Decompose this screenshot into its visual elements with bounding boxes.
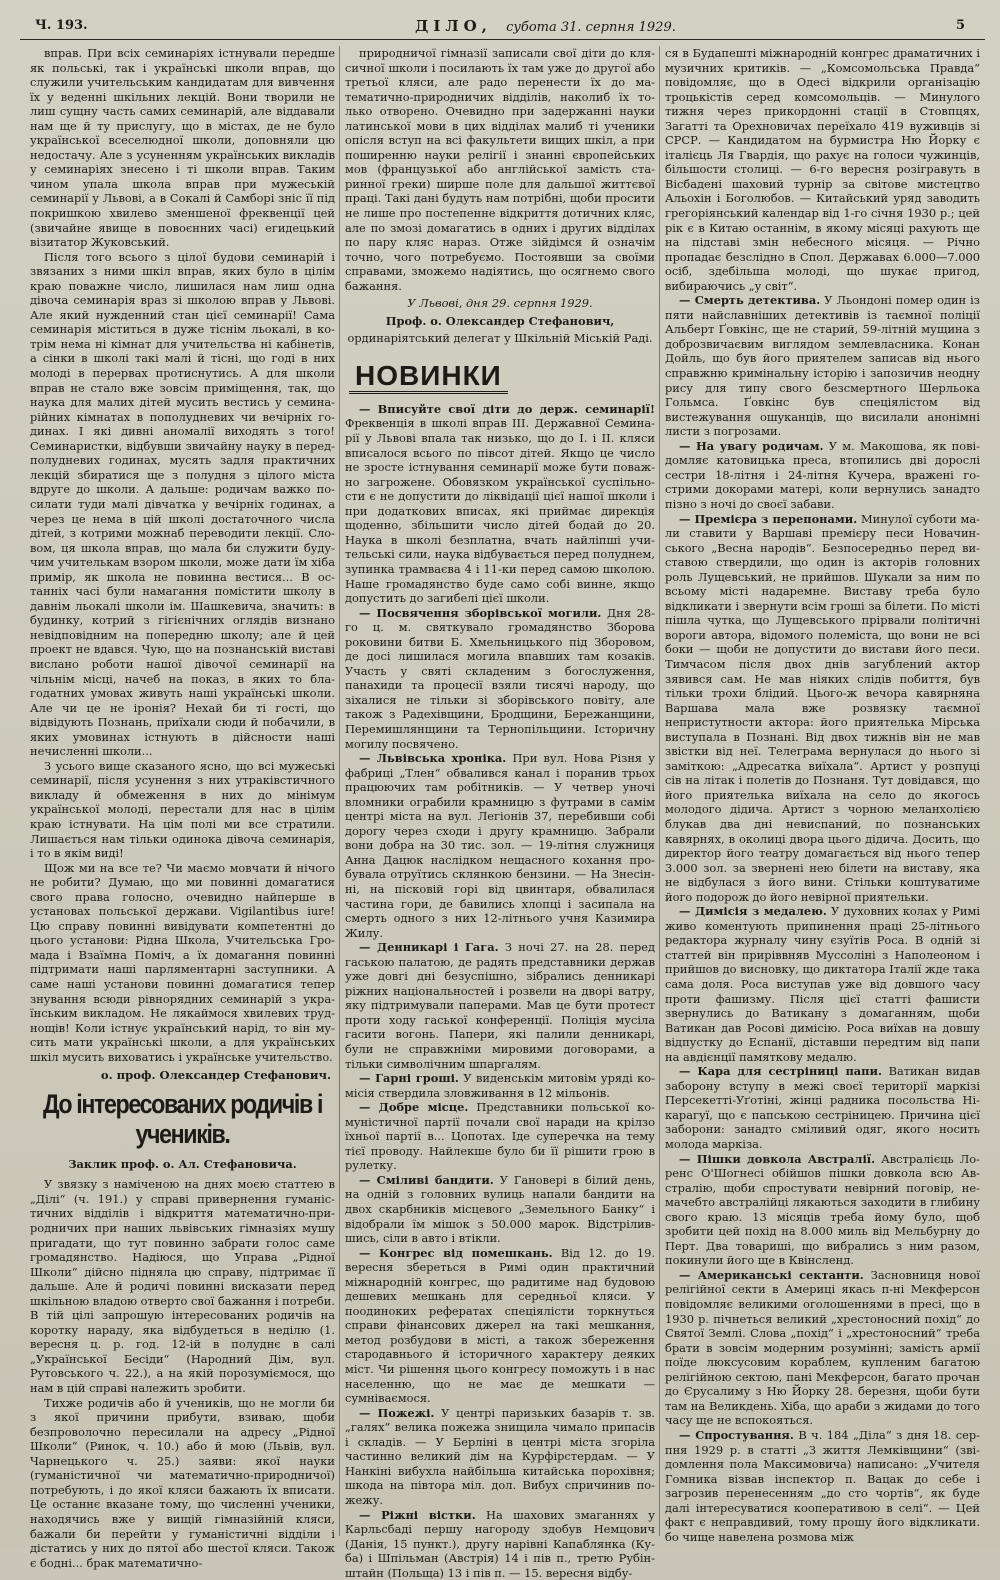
news-body: У духовних колах у Римі живо коментують припинення праці 25-літнього редактора журналу чину єзуїтів Роса. В одній зі статтей він приріввняв Муссоліні з Наполеоном і прийшов до висновку, що диктатора Італії жде така сама доля. Роса виступав уже від довшого часу проти фашизму. Після цієї статті фашисти звернулись до Ватикану з домаганням, щоби Ватикан дав Росові димісію. Роса виїхав на довшу відпустку до Еспанії, діставши передтим від папи на авдієнції памяткову медалю. [665,904,980,1063]
issue-date: субота 31. серпня 1929. [506,20,676,35]
news-headline: — Добре місце. [359,1100,468,1114]
column-divider [339,46,340,1536]
page-number: 5 [956,18,965,33]
news-item [345,606,655,751]
paragraph: Після того всього з цілої будови семинарій і звязаних з ними шкіл вправ, яких було в цілім краю поважне число, лишилася нам лиш одна дівоча семинарія враз зі школою вправ у Львові. Але який нужденний стан цієї семинарії! Сама семинарія міститься в дуже тіснім льокалі, в котрім нема ні кімнат для учительства ні кабінетів, а сінки в школі такі малі й тісні, що годі в них молоді в перервах протиснутись. А для школи вправ не стало вже зовсім приміщення, так, що наука для малих дітей мусить вестись у семинарійних кімнатах в пополудневих чи вечірніх годинах. І які дивні аномалії виходять з того! Семинаристки, відбувши звичайну науку в передполудневих годинах, мусять задля практичних лекцій збиратися ще з полудня з цілого міста вдруге до школи. А дальше: родичам важко посилати туди малі дівчатка у вечірніх годинах, а через це нема в цій школі достаточного числа дітей, з котрими можнаб переводити лекції. Словом, ця школа вправ, що мала би служити будучим учителькам взором школи, може дати їм хіба примір, як школа не повинна вестися... В останніх часі були намагання помістити школу в давнім льокалі школи ім. Шашкевича, значить: в будинку, котрий з гігієнічних оглядів визнано невідповідним на попередню школу; але й цей проект не вдався. Чую, що на познанській виставі вислано роботи нашої дівочої семинарії на чільнім місці, начеб на показ, в яких то благодатних умовах живуть наші українські школи. Але чи це не іронія? Нехай би ті гості, що відвідують Познань, приїхали сюди й побачили, в яких умовинах істнують в дійсности наші нечисленні школи... [30,250,335,759]
news-item [345,940,655,1071]
news-body: Ватикан видав заборону вступу в межі своєї території маркізі Персекетті-Уґотіні, жінці радника посольства Нікарагуї, що є папською сестріницею. Причина цієї заборони: занадто сміливий одяг, якого носить молода маркіза. [665,1064,980,1151]
masthead [20,14,985,40]
paragraph: Щож ми на все те? Чи маємо мовчати й нічого не робити? Думаю, що ми повинні домагатися свого права голосно, очевидно найперше в установах польської держави. Vigilantibus iure! Цю справу повинні вивідувати компетентні до цього установи: Рідна Школа, Учительська Громада і Взаїмна Поміч, а їх домагання повинні підтримати наші парляментарні заступники. А саме наші установи повинні домагатися тепер знування всюди рівнорядних семинарій з українським викладом. Не лякаймося хвилевих труднощів! Коли істнує український нарід, то він мусить мати українські школи, а для українських шкіл мусить виховатись і українське учительство. [30,861,335,1065]
masthead-center [415,17,676,35]
news-body: Представники польської комуністичної партії почали свої наради на крілзо їхньої партії в... Цопотах. Іде суперечка на тему тієї проводу. Найлекше було би її рішити грою в рулетку. [345,1100,655,1172]
column-divider [659,46,660,1536]
news-item [665,1428,980,1544]
news-item [345,1246,655,1406]
news-item [345,1071,655,1100]
news-headline: — На увагу родичам. [679,439,823,453]
news-headline: — Смерть детектива. [679,293,820,307]
news-body: Минулої суботи мали ставити у Варшаві премієру песи Новачинського „Весна народів“. Безпосередньо перед виставою ствердили, що один із акторів головних роль Лущевський, не прийшов. Шукали за ним по всьому місті надаремне. Виставу треба було відкликати і звернути всім гроші за білети. По місті пішла чутка, що Лущевського прірвали політичні вороги автора, відомого полеміста, що вони не всі боки — щоби не допустити до вистави його песи. Тимчасом після двох днів загублений актор зявився сам. Не мав ніяких слідів побиття, був тільки трохи блідий. Цього-ж вечора кавярняна Варшава мала вже розвязку таємної непристутности актора: його приятелька Мірська виступала в Познані. Від двох тижнів він не мав звістки від неї. Телеграма вернулася до нього зі заміткою: „Адресатка виїхала“. Артист у розпуці сів на літак і полетів до Познаня. Тут довідався, що його приятелька виїхала на село до якогось молодого дідича. Артист з чорною меланхолією блукав два дні невиспаний, по познанських кавярнях, в околиці двора цього дідича. Досить, що директор його театру домагається від нього тепер 3.000 зол. за звернені нею білети на виставу, яка не відбулася з його вини. Стільки коштуватиме його подорож до його невірної приятельки. [665,512,980,904]
news-item [665,1152,980,1268]
news-item [345,1173,655,1246]
column-2 [345,46,655,1536]
news-headline: — Львівська хроніка. [359,751,506,765]
article-subheadline: Заклик проф. о. Ал. Стефановича. [30,1157,335,1172]
news-body: У виденськім митовім уряді комісія ствердила зловживання в 12 мільонів. [345,1071,655,1100]
signature-name: Проф. о. Олександер Стефанович, [345,314,655,329]
news-item [665,1268,980,1428]
news-headline: — Премієра з перепонами. [679,512,857,526]
news-body: В ч. 184 „Діла“ з дня 18. серпня 1929 р. в статті „З життя Лемківщини“ (звідомлення пола Максимовича) написано: „Учителя Гомника візвав інспектор п. Вацак до себе і загрозив перенесенням „до сто чортів“, як буде далі інтересуватися кооперативою в селі“. — Цей факт є неправдивий, тому прошу його відкликати. бо чище навелена розмова між [665,1428,980,1544]
news-headline: — Пішки довкола Австралії. [679,1152,875,1166]
news-headline: — Гарні гроші. [359,1071,459,1085]
news-headline: — Димісія з медалею. [679,904,827,918]
news-item [665,439,980,512]
news-item [345,402,655,606]
news-body: У Гановері в білий день, на одній з головних вулиць напали бандити на двох скарбників місцевого „Земельного Банку“ і відобрали їм мішок з 50.000 марок. Відстрілившись, сіли в авто і втікли. [345,1173,655,1245]
news-headline: — Посвячення зборівської могили. [359,606,601,620]
news-body: У м. Макошова, як повідомляє катовицька преса, втопились дві дорослі сестри 18-літня і 24-літня Кучера, вражені гострими докорами матері, коли вернулись занадто пізно з ночі до своєї забави. [665,439,980,511]
news-item [345,751,655,940]
signature-role: ординаріятський делегат у Шкільній Міській Раді. [345,331,655,346]
column-3 [665,46,980,1536]
news-item [345,1406,655,1508]
section-title: НОВИНКИ [349,361,508,394]
news-body: На шахових змаганнях у Карльсбаді першу нагороду здобув Немцович (Данія, 15 пункт.), другу нарівні Капаблянка (Куба) і Шпільман (Австрія) 14 і пів п., третю Рубінштайн (Польща) 13 і пів п. — 15. вересня відбу- [345,1508,655,1580]
news-body: Від 12. до 19. вересня збереться в Римі один практичний міжнародній конгрес, що радитиме над будовою дешевих мешкань для середньої кляси. У поодиноких рефератах спеціялісти торкнуться справи фінансових джерел на такі мешкання, метод розбудови в місті, а також збереження стародавнього й історичного характеру деяких міст. Чи рішення цього конгресу поможуть і в нас населенню, що не має де мешкати — сумніваємося. [345,1246,655,1405]
news-body: У Льондоні помер один із пяти найславніших детективів із таємної поліції Альберт Ґовкінс, ще не старий, 59-літній мущина з доброзвичаєвим виглядом землевласника. Конан Дойль, що був його приятелем записав від нього справжню кримінальну історію і запозичив неодну рису для типу свого безсмертного Шерльока Гольмса. Ґовкінс був спеціялістом від вистежування ошуканців, що висилали анонімні листи з погрозами. [665,293,980,438]
issue-number: Ч. 193. [35,18,88,33]
column-1 [30,46,335,1536]
news-headline: — Конгрес від помешкань. [359,1246,553,1260]
paragraph: Тихже родичів або й учеників, що не могли би з якої причини прибути, взиваю, щоби безпроволочно пересилали на адресу „Рідної Школи“ (Ринок, ч. 10.) або й мою (Львів, вул. Чарнецького ч. 25.) заяви: якої науки (гуманістичної чи математично-природничої) потребують, і до якої кляси бажають їх вписати. Це останнє вказане тому, що численні ученики, находячись вже у вищій гімназійній кляси, бажали би перейти у гуманістичні відділи і дістатись у них до пятої або шестої кляси. Також є бодні... брак математично- [30,1396,335,1571]
place-date: У Львові, дня 29. серпня 1929. [345,296,655,311]
news-body: При вул. Нова Різня у фабриці „Тлен“ обвалився канал і поранив трьох працюючих там робітників. — У четвер уночі вломники ограбили крамницю з футрами в самім центрі міста на вул. Легіонів 37, перебивши собі дорогу через сходи і другу крамницю. Забрали вони добра на 30 тис. зол. — 19-літня служниця Анна Дацюк наслідком нещасного кохання пробувала отруїтись склянкою бензини. — На Знесінні, на пісковій горі від цвинтаря, обвалилася частина гори, де бавились хлопці і засипала на смерть одного з них 12-літнього учня Казимира Жилу. [345,751,655,940]
news-headline: — Сміливі бандити. [359,1173,494,1187]
news-body: З ночі 27. на 28. перед гаською палатою, де радять представники держав уже довгі дні безуспішно, зібрались денникарі ріжних національностей і розвели на дворі ватру, яку підтримували паперами. Мав це бути протест проти ходу гаської конференції. Поліція мусіла гасити вогонь. Папери, які палили денникарі, були не справжніми мировими договорами, а тільки символічним шпаргалям. [345,940,655,1070]
news-body: Дня 28-го ц. м. святкувало громадянство Зборова роковини битви Б. Хмельницького під Зборовом, де досі лишилася могила впавших там козаків. Участь у святі складеним з богослуження, панахиди та процесії взяли тисячі народу, що зіхалися не тільки зі зборівського повіту, але також з Радехівщини, Бродщини, Бережанщини, Перемишлянщини та Тернопільщини. Історичну могилу посвячено. [345,606,655,751]
news-headline: — Спростування. [679,1428,794,1442]
paragraph: вправ. При всіх семинаріях істнували передше як польські, так і українські школи вправ, що служили учительським кандидатам для вивчення їх у веденні шкільних лекцій. Вони творили не лиш сущну часть самих семинарій, але віддавали нам ще й ту прислугу, що в містах, де не було української всеселюдної школи, доповняли цю недостачу. Але з усуненням українських викладів у семинаріях знесено і ті школи вправ. Таким чином упала школа вправ при мужеській семинарії у Львові, а в Сокалі й Самборі зніс її під покришкою хвилево зменшеної фреквенції цей (звичайне явище в повоєнних часі) егидецький візитатор Жуковський. [30,46,335,250]
news-headline: — Вписуйте свої діти до держ. семинарії! [359,402,655,416]
news-body: Фреквенція в школі вправ III. Державної Семинарії у Львові впала так низько, що до I. і II. кляси вписалося всього по півсот дітей. Якщо це число не зросте істнування семинарії може бути поважно загрожене. Обовязком української суспільности є не допустити до ліквідації цієї нашої школи і при додаткових вписах, які приймає дирекція щоденно, збільшити число дітей бодай до 20. Наука в школі безплатна, вчать найліпші учительські сили, наука відбувається перед полуднем, зупинка трамваєва 4 і 11-ки перед самою школою. Наше громадянство буде само собі винне, якщо допустить до загибелі цієї школи. [345,416,655,605]
news-item [665,512,980,905]
paragraph: природничої гімназії записали свої діти до клясичної школи і посилають їх там уже до другої або третьої кляси, але радо перенести їх до математично-природничих відділів, наколиб їх только отворено. Очевидно при задержанні науки латинської мови в цих відділах малиб ті ученики опісля вступ на всі факультети вищих шкіл, а при поширенню науки релігії і знанні європейських мов (французької або англійської замість старинної греки) ширше поле для дальшої життєвої праці. Такі дані будуть нам потрібні, щоби просити не лише про постепенне відкриття дотичних кляс, але по змозі домагатись в одних і других відділах по пару кляс нараз. Отже зійдімся й означім точно, чого потребуємо. Постоявши за своїми справами, зможемо надіятись, що осягнемо свого бажання. [345,46,655,293]
article-headline: До інтересованих родичів і учеників. [34,1089,331,1149]
news-headline: — Пожежі. [359,1406,434,1420]
news-headline: — Денникарі і Гага. [359,940,499,954]
news-body: Засновниця нової релігійної секти в Америці якась п-ні Мекферсон повідомляє великими оголошеннями в пресі, що в 1930 р. пічнеться великий „хрестоносний похід“ до Святої Землі. Слова „похід“ і „хрестоносний“ треба брати в зовсім модерним розумінні; замість армії поїде люксусовим кораблем, купленим багатою релігійною сектою, пані Мекферсон, багато прочан до Єрусалиму з Ню Йорку 28. березня, щоби бути там на Великдень. Хіба, що араби з жидами до того часу ще не вспокояться. [665,1268,980,1427]
news-headline: — Ріжні вістки. [359,1508,476,1522]
news-item [665,293,980,438]
news-body: У центрі паризьких базарів т. зв. „галях“ велика пожежа знищила чимало припасів і складів. — У Берліні в центрі міста згоріла частинно великий дім на Курфірстердам. — У Нанкіні вибухла найбільша китайська порохівня; шкода на півтора міл. дол. Вибух спричинив пожежу. [345,1406,655,1507]
news-item [665,1064,980,1151]
newspaper-name: ДІЛО, [415,17,492,35]
news-body: Австралієць Лоренс О'Шогнесі обійшов пішки довкола всю Австралію, щоби спростувати невірний поговір, немачебто австралійці лякаються заходити в глибину свого краю. 13 місяців треба йому було, щоб зробити цей похід на 8.000 миль від Мельбурну до Перт. Два товариші, що вибрались з ним разом, покинули його ще в Квінсленд. [665,1152,980,1268]
news-item [345,1508,655,1580]
paragraph: З усього вище сказаного ясно, що всі мужеські семинарії, після усунення з них утраківстичного викладу й обмеження в них до мінімум української молоді, перестали для нас в цілім краю істнувати. На цім полі ми все стратили. Лишається нам тільки одинока дівоча семинарія, і то в якім виді! [30,759,335,861]
article-signature: о. проф. Олександер Стефанович. [30,1068,331,1083]
paragraph: У звязку з наміченою на днях моєю статтею в „Ділі“ (ч. 191.) у справі привернення гуманістичних відділів і відкриття математично-природничих при наших львівських гімназіях мушу пригадати, що тут повинно забрати голос саме громадянство. Надіюся, що Управа „Рідної Школи“ дійсно підняла цю справу, підтримає її дальше. Але й родичі повинні висказати перед шкільною владою отверто свої бажання і потреби. В тій цілі запрошую інтересованих родичів на коротку нараду, яка відбудеться в неділю (1. вересня ц. р. год. 12-ій в полуднє в салі „Української Бесіди“ (Народний Дім, вул. Рутовського ч. 22.), а на якій порозуміємося, що нам в цій справі належить зробити. [30,1177,335,1395]
paragraph: ся в Будапешті міжнародній конгрес драматичних і музичних критиків. — „Комсомольська Правда“ повідомляє, що в Одесі відкрили організацію троцькістів серед комсомольців. — Минулого тижня через прикордонні стації в Стовпцях, Загатті та Орехновичах переїхало 419 вуживців зі СРСР. — Кандидатом на бурмистра Ню Йорку є італієць Ля Гвардія, що рахує на голоси чужинців, більшости столиці. — 6-го вересня розігравуть в Вісбадені шаховий турнір за світове мистецтво Альохін і Боголюбов. — Китайський уряд заводить грегоріянський календар від 1-го січня 1930 р.; цей рік є в Китаю останнім, в якому місяці рахують ще на підставі змін небесного місяця. — Річно пропадає безслідно в Спол. Державах 6.000—7.000 осіб, здебільша молоді, що шукає пригод, вибираючись „у світ“. [665,46,980,293]
news-item [665,904,980,1064]
news-item [345,1100,655,1173]
news-headline: — Кара для сестріниці папи. [679,1064,882,1078]
news-headline: — Американські сектанти. [679,1268,864,1282]
